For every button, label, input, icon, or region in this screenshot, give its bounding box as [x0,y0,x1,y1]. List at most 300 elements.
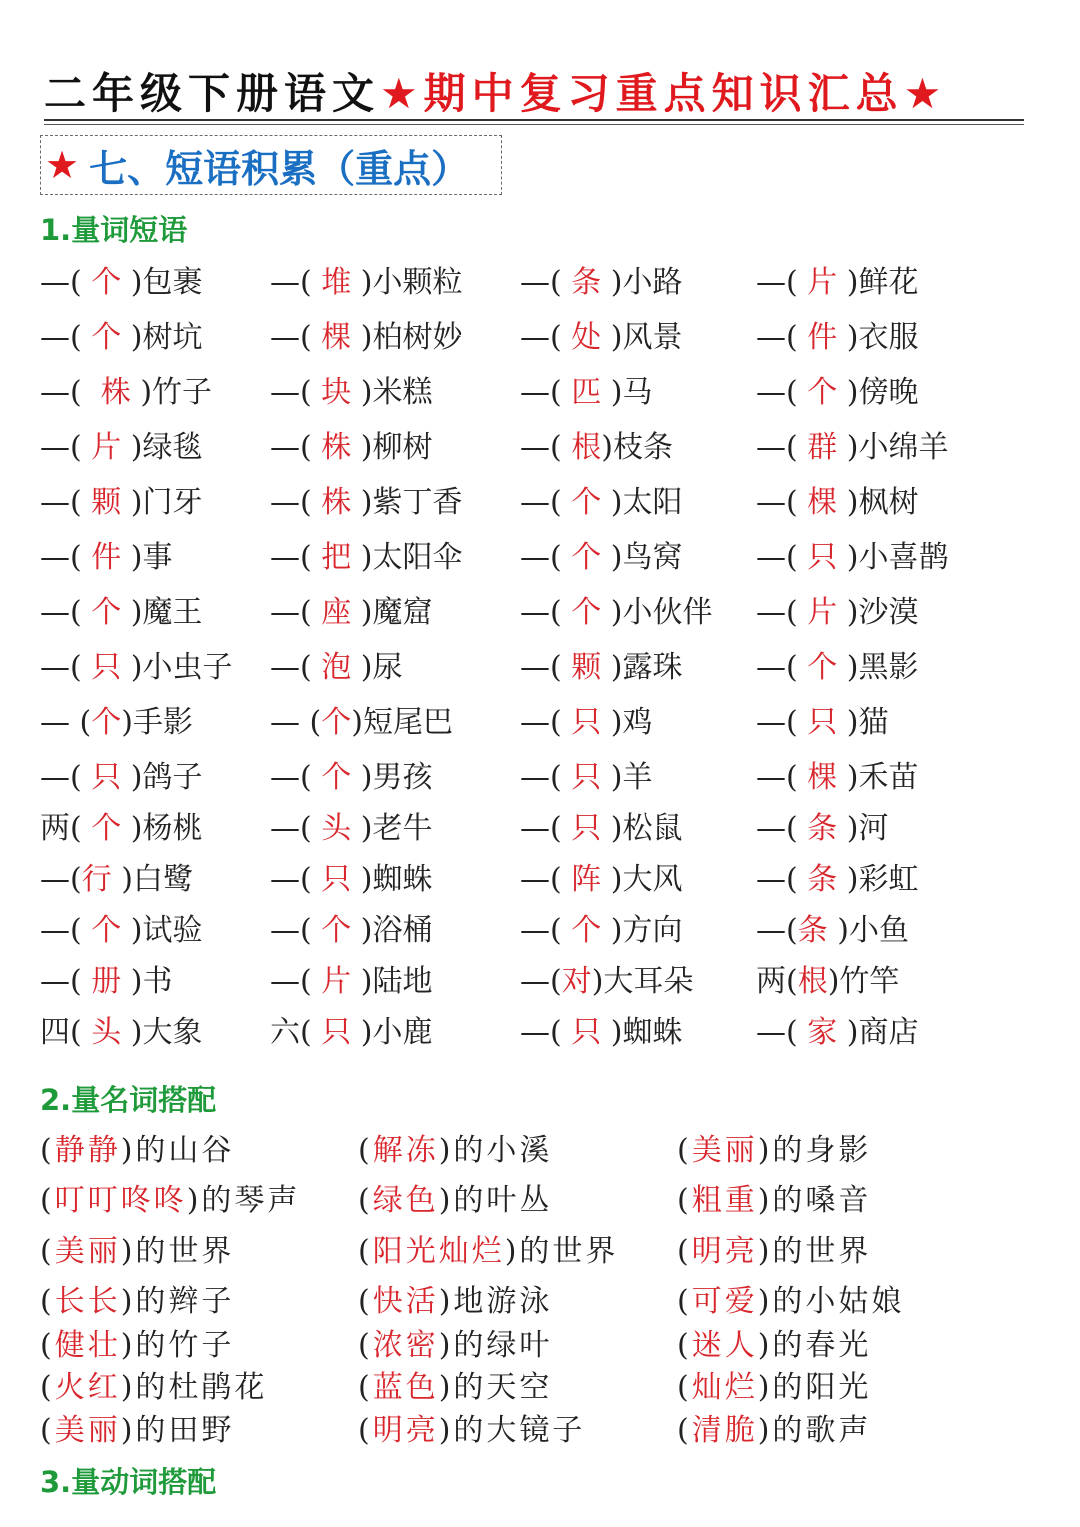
measure-phrase [520,533,683,583]
phrase-prefix: ( [40,1234,55,1269]
measure-word-answer: 头 [81,1015,131,1050]
adjective-answer: 叮叮咚咚 [54,1183,187,1218]
measure-word-answer: 个 [81,320,131,355]
phrase-prefix: —( [40,485,82,520]
phrase-noun: )的天空 [438,1370,553,1405]
phrase-prefix: —( [520,485,562,520]
phrase-prefix: ( [677,1183,692,1218]
measure-word-answer: 个 [81,595,131,630]
adjective-answer: 清脆 [691,1413,758,1448]
star-icon: ★ [45,143,80,187]
measure-phrase [40,423,203,473]
phrase-noun: )绿毯 [130,430,203,465]
phrase-noun: )的琴声 [186,1183,301,1218]
phrase-noun: )尿 [360,650,403,685]
measure-row [40,1008,1060,1058]
phrase-prefix: 两( [756,964,798,999]
measure-row [40,855,1060,905]
phrase-noun: )陆地 [360,964,433,999]
measure-row [40,313,1060,363]
measure-phrase [270,906,433,956]
adjective-answer: 静静 [54,1133,121,1168]
measure-word-answer: 株 [311,430,361,465]
adjective-phrase [358,1229,618,1275]
measure-word-answer: 阵 [561,862,611,897]
phrase-prefix: ( [677,1413,692,1448]
measure-word-answer: 个 [561,540,611,575]
phrase-prefix: —( [40,320,82,355]
measure-word-answer: 个 [81,913,131,948]
measure-word-answer: 堆 [311,265,361,300]
phrase-noun: )小路 [610,265,683,300]
phrase-prefix: —( [520,1015,562,1050]
measure-phrase [270,368,433,418]
phrase-noun: )大象 [130,1015,203,1050]
phrase-noun: )小绵羊 [846,430,949,465]
phrase-prefix: ( [358,1133,373,1168]
adjective-answer: 解冻 [372,1133,439,1168]
phrase-prefix: —( [270,811,312,846]
phrase-noun: )露珠 [610,650,683,685]
phrase-prefix: —( [40,760,82,795]
phrase-noun: )彩虹 [846,862,919,897]
measure-word-answer: 只 [311,862,361,897]
phrase-prefix: —( [520,705,562,740]
measure-word-answer: 颗 [561,650,611,685]
phrase-noun: )枫树 [846,485,919,520]
measure-word-answer: 对 [561,964,592,999]
measure-phrase [520,258,683,308]
phrase-prefix: ( [677,1234,692,1269]
phrase-noun: )傍晚 [846,375,919,410]
measure-phrase [40,643,233,693]
phrase-prefix: —( [40,964,82,999]
measure-row [40,258,1060,308]
phrase-prefix: —( [756,595,798,630]
phrase-noun: )杨桃 [130,811,203,846]
measure-word-answer: 条 [797,913,838,948]
adjective-phrase [358,1408,585,1454]
phrase-noun: )柏树妙 [360,320,463,355]
measure-word-answer: 个 [561,913,611,948]
section-heading: 七、短语积累（重点） [89,146,470,191]
title-grade: 二年级下册语文 [44,69,381,118]
measure-phrase [40,753,203,803]
measure-word-answer: 只 [561,811,611,846]
adjective-answer: 火红 [54,1370,121,1405]
phrase-prefix: 四( [40,1015,82,1050]
phrase-prefix: ( [677,1370,692,1405]
measure-phrase [756,258,919,308]
measure-phrase [40,957,173,1007]
measure-word-answer: 只 [81,650,131,685]
adjective-phrase [358,1323,552,1369]
title-underline [44,119,1024,121]
phrase-noun: )黑影 [846,650,919,685]
measure-word-answer: 个 [311,913,361,948]
measure-phrase [40,258,203,308]
adjective-phrase [358,1178,552,1224]
measure-word-answer: 片 [797,595,847,630]
measure-phrase [40,698,193,748]
adjective-answer: 明亮 [372,1413,439,1448]
measure-phrase [270,313,463,363]
phrase-prefix: ( [677,1284,692,1319]
measure-phrase [40,855,193,905]
phrase-prefix: —( [756,705,798,740]
measure-word-answer: 个 [797,650,847,685]
measure-word-answer: 只 [797,540,847,575]
phrase-prefix: —( [756,540,798,575]
phrase-prefix: —( [40,595,82,630]
measure-row [40,804,1060,854]
measure-word-answer: 根 [561,430,602,465]
phrase-noun: )竹竿 [827,964,900,999]
phrase-noun: )蜘蛛 [360,862,433,897]
measure-row [40,423,1060,473]
phrase-noun: )鸽子 [130,760,203,795]
measure-phrase [520,478,683,528]
phrase-noun: )商店 [846,1015,919,1050]
phrase-noun: )松鼠 [610,811,683,846]
phrase-noun: )沙漠 [846,595,919,630]
measure-phrase [520,423,673,473]
measure-word-answer: 株 [311,485,361,520]
measure-phrase [756,906,909,956]
measure-phrase [520,855,683,905]
adjective-row [40,1365,1060,1411]
measure-word-answer: 条 [797,862,847,897]
adjective-answer: 美丽 [54,1413,121,1448]
adjective-answer: 美丽 [691,1133,758,1168]
phrase-prefix: —( [40,540,82,575]
measure-word-answer: 行 [81,862,122,897]
measure-word-answer: 群 [797,430,847,465]
measure-word-answer: 把 [311,540,361,575]
phrase-prefix: —( [40,265,82,300]
phrase-noun: )树坑 [130,320,203,355]
phrase-prefix: ( [40,1328,55,1363]
phrase-noun: )鸟窝 [610,540,683,575]
measure-phrase [520,643,683,693]
measure-word-answer: 根 [797,964,828,999]
subsection-measure-noun: 2.量名词搭配 [40,1083,217,1117]
measure-phrase [40,368,212,418]
phrase-noun: )的竹子 [120,1328,235,1363]
adjective-row [40,1323,1060,1369]
measure-word-answer: 片 [81,430,131,465]
measure-word-answer: 个 [81,265,131,300]
measure-phrase [756,588,919,638]
adjective-row [40,1279,1060,1325]
measure-phrase [520,313,683,363]
phrase-noun: )太阳伞 [360,540,463,575]
measure-phrase [520,1008,683,1058]
adjective-row [40,1229,1060,1275]
phrase-noun: )的身影 [757,1133,872,1168]
phrase-prefix: —( [520,964,562,999]
phrase-noun: )魔王 [130,595,203,630]
phrase-noun: )小鹿 [360,1015,433,1050]
measure-phrase [270,804,433,854]
phrase-prefix: —( [270,320,312,355]
phrase-noun: )风景 [610,320,683,355]
phrase-noun: )门牙 [130,485,203,520]
phrase-prefix: —( [270,650,312,685]
phrase-prefix: —( [756,811,798,846]
measure-phrase [40,313,203,363]
phrase-noun: )小伙伴 [610,595,713,630]
adjective-answer: 健壮 [54,1328,121,1363]
adjective-answer: 可爱 [691,1284,758,1319]
phrase-prefix: ( [677,1328,692,1363]
phrase-noun: )小颗粒 [360,265,463,300]
phrase-prefix: ( [677,1133,692,1168]
measure-phrase [756,313,919,363]
measure-word-answer: 泡 [311,650,361,685]
adjective-phrase [677,1279,904,1325]
adjective-phrase [40,1323,234,1369]
measure-phrase [270,423,433,473]
measure-phrase [756,957,899,1007]
adjective-phrase [677,1365,871,1411]
measure-word-answer: 个 [561,595,611,630]
adjective-phrase [358,1279,552,1325]
phrase-prefix: ( [40,1413,55,1448]
phrase-noun: )包裹 [130,265,203,300]
measure-phrase [270,698,453,748]
phrase-noun: )马 [610,375,653,410]
measure-phrase [270,855,433,905]
adjective-phrase [40,1178,300,1224]
measure-word-answer: 个 [81,811,131,846]
adjective-phrase [677,1229,871,1275]
measure-phrase [756,533,949,583]
measure-phrase [756,804,889,854]
measure-phrase [40,478,203,528]
phrase-prefix: ( [358,1328,373,1363]
phrase-prefix: —( [756,265,798,300]
measure-row [40,698,1060,748]
phrase-noun: )米糕 [360,375,433,410]
adjective-phrase [358,1365,552,1411]
measure-word-answer: 头 [311,811,361,846]
adjective-phrase [358,1128,552,1174]
phrase-prefix: —( [520,760,562,795]
measure-phrase [520,906,683,956]
adjective-phrase [677,1408,871,1454]
adjective-answer: 明亮 [691,1234,758,1269]
phrase-noun: )河 [846,811,889,846]
phrase-noun: )小喜鹊 [846,540,949,575]
measure-word-answer: 匹 [561,375,611,410]
measure-word-answer: 条 [797,811,847,846]
measure-word-answer: 只 [561,705,611,740]
phrase-prefix: —( [270,913,312,948]
phrase-prefix: —( [756,320,798,355]
phrase-prefix: —( [40,430,82,465]
measure-phrase [756,1008,919,1058]
measure-word-answer: 片 [797,265,847,300]
phrase-prefix: —( [756,485,798,520]
phrase-prefix: 六( [270,1015,312,1050]
phrase-noun: )小虫子 [130,650,233,685]
measure-word-answer: 件 [797,320,847,355]
phrase-prefix: —( [270,862,312,897]
phrase-prefix: 两( [40,811,82,846]
phrase-noun: )的小溪 [438,1133,553,1168]
adjective-phrase [677,1128,871,1174]
phrase-noun: )方向 [610,913,683,948]
phrase-prefix: —( [40,650,82,685]
measure-row [40,906,1060,956]
phrase-noun: )的杜鹃花 [120,1370,268,1405]
phrase-prefix: ( [40,1370,55,1405]
phrase-prefix: —( [270,595,312,630]
measure-phrase [520,957,693,1007]
measure-word-answer: 件 [81,540,131,575]
measure-phrase [40,533,173,583]
phrase-prefix: ( [358,1183,373,1218]
phrase-noun: )短尾巴 [351,705,453,740]
phrase-prefix: —( [756,913,798,948]
measure-word-answer: 只 [81,760,131,795]
phrase-prefix: —( [756,862,798,897]
phrase-noun: )太阳 [610,485,683,520]
measure-word-answer: 个 [311,760,361,795]
measure-word-answer: 只 [561,760,611,795]
measure-word-answer: 颗 [81,485,131,520]
measure-phrase [520,588,713,638]
adjective-phrase [40,1408,234,1454]
measure-phrase [756,855,919,905]
adjective-answer: 美丽 [54,1234,121,1269]
phrase-prefix: ( [358,1370,373,1405]
measure-phrase [270,533,463,583]
phrase-noun: )的绿叶 [438,1328,553,1363]
measure-phrase [270,478,463,528]
measure-phrase [520,804,683,854]
phrase-prefix: —( [520,811,562,846]
measure-word-answer: 个 [91,705,122,740]
measure-word-answer: 个 [321,705,352,740]
phrase-noun: )白鹭 [121,862,193,897]
measure-phrase [520,698,653,748]
phrase-noun: )的小姑娘 [757,1284,905,1319]
phrase-noun: )的世界 [504,1234,619,1269]
phrase-prefix: —( [520,375,562,410]
measure-phrase [270,957,433,1007]
phrase-noun: )大风 [610,862,683,897]
phrase-noun: )事 [130,540,173,575]
measure-word-answer: 棵 [311,320,361,355]
measure-phrase [270,643,403,693]
measure-word-answer: 条 [561,265,611,300]
adjective-phrase [40,1365,267,1411]
phrase-noun: )柳树 [360,430,433,465]
phrase-noun: )的嗓音 [757,1183,872,1218]
adjective-answer: 迷人 [691,1328,758,1363]
measure-row [40,957,1060,1007]
measure-row [40,643,1060,693]
phrase-noun: )的歌声 [757,1413,872,1448]
phrase-prefix: —( [520,862,562,897]
phrase-prefix: —( [270,485,312,520]
phrase-prefix: —( [270,265,312,300]
phrase-noun: )老牛 [360,811,433,846]
phrase-noun: )衣服 [846,320,919,355]
measure-word-answer: 只 [797,705,847,740]
phrase-prefix: ( [358,1284,373,1319]
adjective-answer: 蓝色 [372,1370,439,1405]
measure-word-answer: 块 [311,375,361,410]
title-underline-thin [44,124,1024,125]
measure-word-answer: 片 [311,964,361,999]
adjective-phrase [677,1178,871,1224]
phrase-noun: )小鱼 [837,913,909,948]
measure-word-answer: 处 [561,320,611,355]
measure-row [40,478,1060,528]
phrase-noun: )魔窟 [360,595,433,630]
adjective-phrase [40,1229,234,1275]
measure-phrase [520,368,653,418]
measure-phrase [40,588,203,638]
measure-word-answer: 册 [81,964,131,999]
adjective-answer: 绿色 [372,1183,439,1218]
measure-phrase [270,588,433,638]
adjective-answer: 快活 [372,1284,439,1319]
adjective-answer: 浓密 [372,1328,439,1363]
phrase-prefix: —( [520,430,562,465]
measure-word-answer: 座 [311,595,361,630]
phrase-noun: )的世界 [120,1234,235,1269]
phrase-prefix: ( [358,1234,373,1269]
phrase-noun: )书 [130,964,173,999]
phrase-noun: )男孩 [360,760,433,795]
measure-phrase [756,368,919,418]
phrase-prefix: ( [40,1183,55,1218]
measure-word-answer: 棵 [797,760,847,795]
measure-row [40,533,1060,583]
phrase-prefix: —( [520,650,562,685]
phrase-noun: )紫丁香 [360,485,463,520]
phrase-noun: )猫 [846,705,889,740]
phrase-prefix: —( [40,862,82,897]
measure-word-answer: 只 [561,1015,611,1050]
measure-phrase [40,906,203,956]
phrase-prefix: —( [520,913,562,948]
phrase-noun: )的辫子 [120,1284,235,1319]
adjective-answer: 灿烂 [691,1370,758,1405]
measure-word-answer: 棵 [797,485,847,520]
measure-phrase [756,753,919,803]
phrase-prefix: —( [270,540,312,575]
phrase-prefix: —( [756,650,798,685]
measure-phrase [756,643,919,693]
phrase-noun: )浴桶 [360,913,433,948]
phrase-prefix: —( [520,595,562,630]
measure-word-answer: 家 [797,1015,847,1050]
phrase-prefix: —( [520,320,562,355]
phrase-prefix: ( [40,1133,55,1168]
phrase-noun: )的阳光 [757,1370,872,1405]
phrase-noun: )羊 [610,760,653,795]
phrase-noun: )禾苗 [846,760,919,795]
measure-phrase [40,1008,203,1058]
title-topic: ★期中复习重点知识汇总★ [380,69,948,118]
phrase-prefix: —( [270,760,312,795]
adjective-answer: 长长 [54,1284,121,1319]
